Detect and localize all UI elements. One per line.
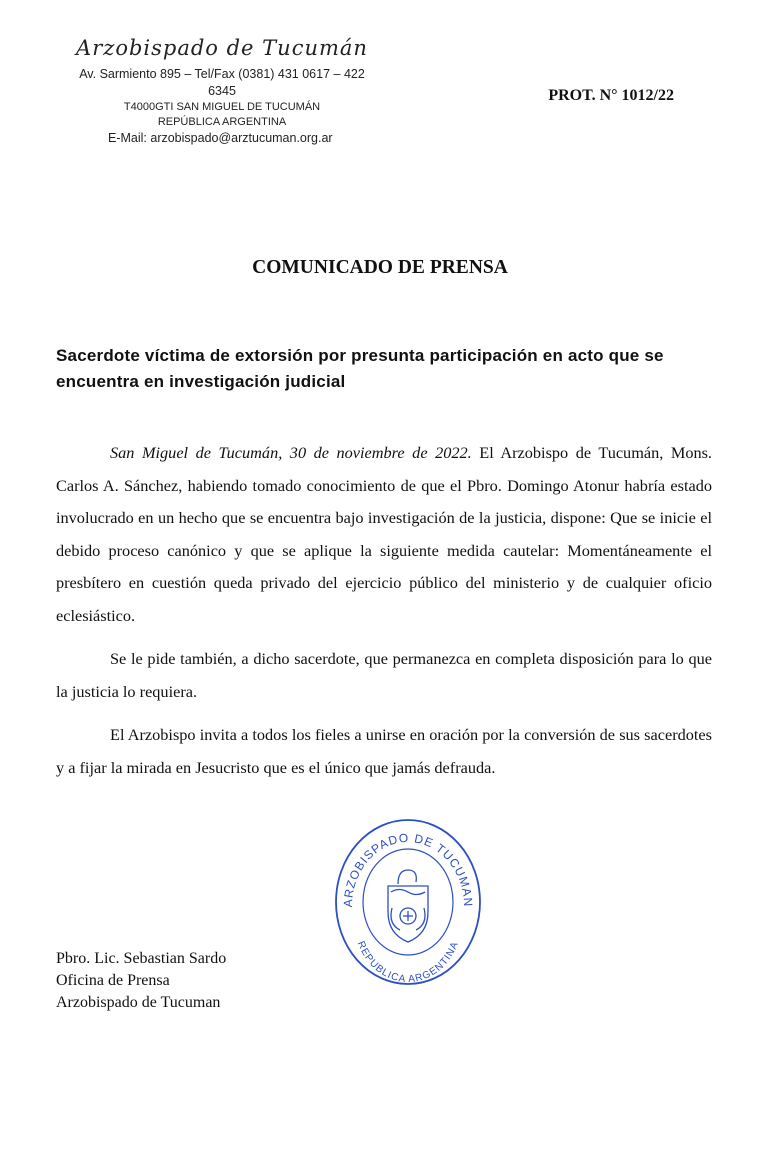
signatory-office: Oficina de Prensa <box>56 972 170 989</box>
signatory-organization: Arzobispado de Tucuman <box>56 994 221 1011</box>
coat-of-arms-icon <box>388 870 428 942</box>
press-headline: Sacerdote víctima de extorsión por presunta participación en acto que se encuentra en investigación judicial <box>56 346 664 391</box>
archdiocese-seal-stamp <box>334 812 482 990</box>
document-title: COMUNICADO DE PRENSA <box>252 257 508 278</box>
paragraph-1-text: El Arzobispo de Tucumán, Mons. Carlos A. Sánchez, habiendo tomado conocimiento de que el Pbro. Domingo Atonur habría estado involucrado en un hecho que se encuentra bajo investigación de la justicia, dispone: Que se inicie el debido proceso canónico y que se aplique la siguiente medida cautelar: Momentáneamente el presbítero en cuestión queda privado del ejercicio público del ministerio y de cualquier oficio eclesiástico. <box>56 443 713 625</box>
signature-block <box>56 948 226 1014</box>
letterhead-country: REPÚBLICA ARGENTINA <box>157 116 287 128</box>
body-paragraph-2: Se le pide también, a dicho sacerdote, que permanezca en completa disposición para lo que la justicia lo requiera. <box>56 649 712 701</box>
protocol-number: PROT. N° 1012/22 <box>548 87 674 104</box>
letterhead <box>62 36 382 147</box>
letterhead-city: T4000GTI SAN MIGUEL DE TUCUMÁN <box>123 101 321 113</box>
dateline: San Miguel de Tucumán, 30 de noviembre de 2022. <box>110 443 472 462</box>
letterhead-address-cont: 6345 <box>208 84 236 98</box>
letterhead-address: Av. Sarmiento 895 – Tel/Fax (0381) 431 0617 – 422 <box>79 67 365 81</box>
seal-bottom-text: REPUBLICA ARGENTINA <box>354 939 462 986</box>
body-paragraph-1 <box>56 437 712 632</box>
signatory-name: Pbro. Lic. Sebastian Sardo <box>56 950 227 967</box>
body-paragraph-3: El Arzobispo invita a todos los fieles a unirse en oración por la conversión de sus sacerdotes y a fijar la mirada en Jesucristo que es el único que jamás defrauda. <box>56 725 712 777</box>
seal-top-text: ARZOBISPADO DE TUCUMAN <box>340 830 476 908</box>
svg-text:REPUBLICA ARGENTINA <box>355 940 461 985</box>
letterhead-title: Arzobispado de Tucumán <box>76 36 368 60</box>
svg-text:ARZOBISPADO DE TUCUMAN <box>341 831 475 908</box>
letterhead-email: E-Mail: arzobispado@arztucuman.org.ar <box>108 131 333 145</box>
